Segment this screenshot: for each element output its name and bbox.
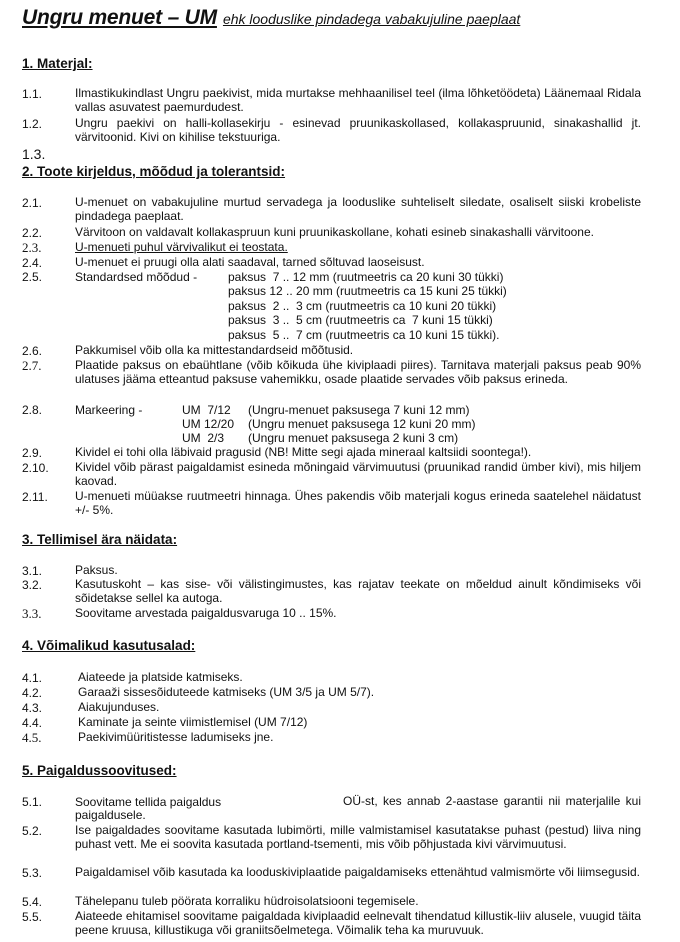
item-text: Ise paigaldades soovitame kasutada lubimörti, mille valmistamisel kasutatakse puhast (pestud) liiva ning puhast vett. Me ei soovita kasutada portland-tsementi, mis võib põhjustada kivi värvimuutusi. (75, 823, 641, 851)
section-heading-ordering: 3. Tellimisel ära näidata: (22, 532, 178, 547)
item-text: Aiakujunduses. (78, 700, 160, 714)
item-number: 5.2. (22, 824, 43, 838)
item-number: 2.8. (22, 403, 43, 417)
item-text: Tähelepanu tuleb pöörata korraliku hüdroisolatsiooni tegemisele. (75, 894, 419, 908)
item-number: 3.2. (22, 578, 43, 592)
standard-sizes-label: Standardsed mõõdud - (75, 270, 198, 284)
marking-desc: (Ungru menuet paksusega 2 kuni 3 cm) (248, 431, 459, 445)
item-number: 5.5. (22, 910, 43, 924)
marking-desc: (Ungru menuet paksusega 12 kuni 20 mm) (248, 417, 476, 431)
item-number: 4.3. (22, 701, 43, 715)
item-number: 2.4. (22, 256, 43, 270)
section-heading-description: 2. Toote kirjeldus, mõõdud ja tolerantsid: (22, 164, 286, 179)
item-text: Kasutuskoht – kas sise- või välistingimustes, kas rajatav teekate on mõeldud ainult kõndimiseks või sõidetakse sellel ka autoga. (75, 577, 641, 605)
item-number: 2.9. (22, 446, 43, 460)
section-heading-material: 1. Materjal: (22, 56, 93, 71)
item-number: 5.4. (22, 895, 43, 909)
item-number: 4.1. (22, 671, 43, 685)
size-line: paksus 12 .. 20 mm (ruutmeetris ca 15 kuni 25 tükki) (228, 284, 507, 298)
item-text: Aiateede ehitamisel soovitame paigaldada kiviplaadid eelnevalt tihendatud killustik-liiv alusele, vuugid täita peene kruusa, killustikuga või graniitsõelmetega. Võimalik teha ka muruvuuk. (75, 909, 641, 937)
item-text: U-menueti müüakse ruutmeetri hinnaga. Ühes pakendis võib materjali kogus erineda saatelehel näidatust +/- 5%. (75, 489, 641, 517)
item-number: 2.5. (22, 270, 43, 284)
size-line: paksus 3 .. 5 cm (ruutmeetris ca 7 kuni 15 tükki) (228, 313, 493, 327)
item-text: Paksus. (75, 563, 118, 577)
item-text: Värvitoon on valdavalt kollakaspruun kuni pruunikaskollane, kohati esineb sinakashalli värvitoone. (75, 225, 594, 239)
size-line: paksus 5 .. 7 cm (ruutmeetris ca 10 kuni 15 tükki). (228, 328, 500, 342)
item-text: Ilmastikukindlast Ungru paekivist, mida murtakse mehhaanilisel teel (ilma lõhketöödeta) Läänemaal Ridala vallas asuvatest paemurdudest. (75, 86, 641, 114)
section-heading-uses: 4. Võimalikud kasutusalad: (22, 638, 196, 653)
item-text: Ungru paekivi on halli-kollasekirju - esinevad pruunikaskollased, kollakaspruunid, sinakashallid jt. värvitoonid. Kivi on kihilise tekstuuriga. (75, 116, 641, 144)
marking-code: UM 2/3 (182, 431, 225, 445)
marking-label: Markeering - (75, 403, 143, 417)
item-number: 2.6. (22, 344, 43, 358)
item-number: 2.1. (22, 196, 43, 210)
item-text: U-menuet on vabakujuline murtud servadega ja looduslike suhteliselt siledate, osaliselt siiski krobeliste pindadega paeplaat. (75, 195, 641, 223)
item-number: 1.1. (22, 87, 43, 101)
item-text: Plaatide paksus on ebaühtlane (võib kõikuda ühe kiviplaadi piires). Tarnitava materjali paksus peab 90% ulatuses jääma etteantud paksuse vahemikku, osade plaatide servades võib paksus erineda. (75, 358, 641, 386)
item-number: 1.3. (22, 146, 46, 162)
title-subtitle: ehk looduslike pindadega vabakujuline paeplaat (222, 11, 521, 27)
item-text: Garaaži sissesõiduteede katmiseks (UM 3/5 ja UM 5/7). (78, 685, 375, 699)
marking-desc: (Ungru-menuet paksusega 7 kuni 12 mm) (248, 403, 470, 417)
item-number: 3.3. (22, 606, 42, 621)
item-text: Soovitame tellida paigaldus (75, 795, 222, 809)
item-number: 3.1. (22, 564, 43, 578)
item-number: 2.7. (22, 358, 42, 373)
item-number: 4.5. (22, 730, 42, 745)
item-text: U-menuet ei pruugi olla alati saadaval, tarned sõltuvad laoseisust. (75, 255, 425, 269)
item-number: 2.10. (22, 461, 49, 475)
marking-code: UM 7/12 (182, 403, 231, 417)
item-number: 5.1. (22, 795, 43, 809)
item-number: 2.11. (22, 490, 48, 504)
title-main: Ungru menuet – UM (22, 6, 217, 29)
item-text: Soovitame arvestada paigaldusvaruga 10 .. 15%. (75, 606, 337, 620)
item-text: Paigaldamisel võib kasutada ka looduskiviplaatide paigaldamiseks ettenähtud valmismörte või liimsegusid. (75, 865, 640, 879)
item-number: 2.2. (22, 226, 43, 240)
item-text: Pakkumisel võib olla ka mittestandardseid mõõtusid. (75, 343, 354, 357)
section-heading-installation: 5. Paigaldussoovitused: (22, 763, 177, 778)
item-number: 5.3. (22, 866, 43, 880)
item-text: U-menueti puhul värvivalikut ei teostata. (75, 240, 288, 254)
item-number: 2.3. (22, 240, 42, 255)
item-text: Kaminate ja seinte viimistlemisel (UM 7/12) (78, 715, 308, 729)
marking-code: UM 12/20 (182, 417, 235, 431)
item-text: Paekivimüüritistesse ladumiseks jne. (78, 730, 274, 744)
item-number: 4.2. (22, 686, 43, 700)
item-number: 1.2. (22, 117, 43, 131)
item-number: 4.4. (22, 716, 43, 730)
size-line: paksus 7 .. 12 mm (ruutmeetris ca 20 kuni 30 tükki) (228, 270, 504, 284)
item-text: Kividel võib pärast paigaldamist esineda mõningaid värvimuutusi (pruunikad randid ümber kivi), mis hiljem kaovad. (75, 460, 641, 488)
document-title (22, 6, 520, 30)
item-text: OÜ-st, kes annab 2-aastase garantii nii materjalile kui paigaldusele. (75, 794, 641, 822)
item-text: Aiateede ja platside katmiseks. (78, 670, 243, 684)
size-line: paksus 2 .. 3 cm (ruutmeetris ca 10 kuni 20 tükki) (228, 299, 497, 313)
item-text: Kividel ei tohi olla läbivaid pragusid (NB! Mitte segi ajada mineraal kaltsiidi soontega!). (75, 445, 532, 459)
